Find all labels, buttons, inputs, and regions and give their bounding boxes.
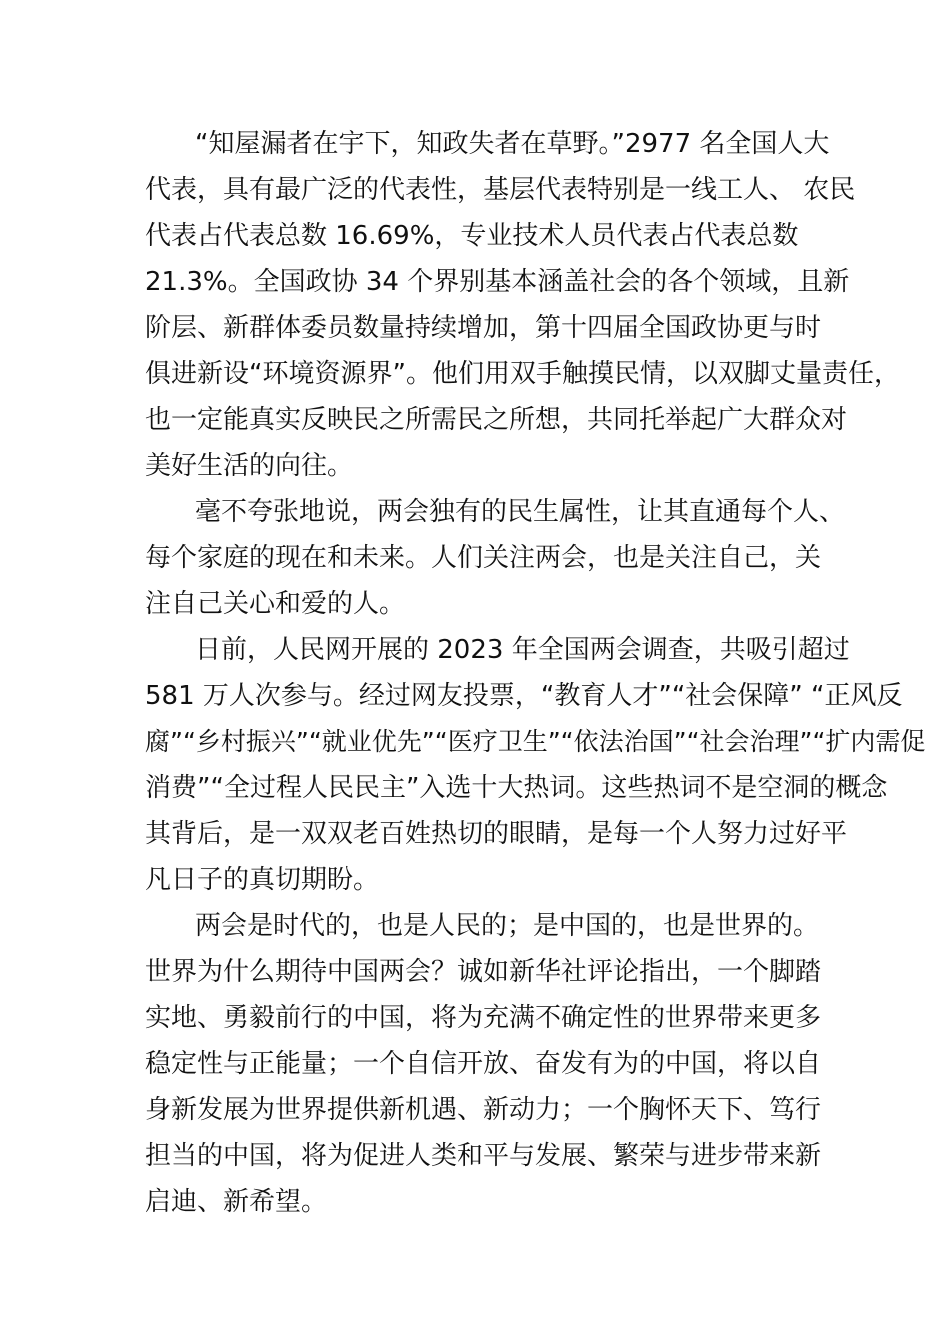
paragraph-4-line-3: 实地、勇毅前行的中国，将为充满不确定性的世界带来更多 [145, 1003, 822, 1033]
paragraph-1-line-6: 俱进新设“环境资源界”。他们用双手触摸民情，以双脚丈量责任， [145, 359, 900, 389]
paragraph-1-line-5: 阶层、新群体委员数量持续增加，第十四届全国政协更与时 [145, 313, 822, 343]
paragraph-2-line-1: 毫不夸张地说，两会独有的民生属性，让其直通每个人、 [195, 497, 846, 527]
paragraph-4-line-6: 担当的中国，将为促进人类和平与发展、繁荣与进步带来新 [145, 1141, 822, 1171]
paragraph-3-line-2: 581 万人次参与。经过网友投票，“教育人才”“社会保障” “正风反 [145, 681, 903, 711]
paragraph-4-line-1: 两会是时代的，也是人民的；是中国的，也是世界的。 [195, 911, 820, 941]
paragraph-3-line-5: 其背后，是一双双老百姓热切的眼睛，是每一个人努力过好平 [145, 819, 848, 849]
paragraph-1-line-7: 也一定能真实反映民之所需民之所想，共同托举起广大群众对 [145, 405, 848, 435]
paragraph-1-line-4: 21.3%。全国政协 34 个界别基本涵盖社会的各个领域，且新 [145, 267, 850, 297]
paragraph-1-line-3: 代表占代表总数 16.69%，专业技术人员代表占代表总数 [145, 221, 799, 251]
paragraph-4-line-2: 世界为什么期待中国两会？诚如新华社评论指出，一个脚踏 [145, 957, 822, 987]
paragraph-4-line-7: 启迪、新希望。 [145, 1187, 328, 1217]
paragraph-3-line-3: 腐”“乡村振兴”“就业优先”“医疗卫生”“依法治国”“社会治理”“扩内需促 [145, 727, 926, 756]
paragraph-1-line-8: 美好生活的向往。 [145, 451, 354, 481]
paragraph-4-line-4: 稳定性与正能量；一个自信开放、奋发有为的中国，将以自 [145, 1049, 822, 1079]
paragraph-2-line-3: 注自己关心和爱的人。 [145, 589, 406, 619]
paragraph-1-line-1: “知屋漏者在宇下，知政失者在草野。”2977 名全国人大 [195, 129, 830, 159]
paragraph-3-line-6: 凡日子的真切期盼。 [145, 865, 380, 895]
paragraph-4-line-5: 身新发展为世界提供新机遇、新动力；一个胸怀天下、笃行 [145, 1095, 822, 1125]
paragraph-3-line-4: 消费”“全过程人民民主”入选十大热词。这些热词不是空洞的概念 [145, 773, 888, 803]
paragraph-1-line-2: 代表，具有最广泛的代表性，基层代表特别是一线工人、 农民 [145, 175, 856, 205]
paragraph-2-line-2: 每个家庭的现在和未来。人们关注两会，也是关注自己，关 [145, 543, 822, 573]
paragraph-3-line-1: 日前，人民网开展的 2023 年全国两会调查，共吸引超过 [195, 635, 850, 665]
